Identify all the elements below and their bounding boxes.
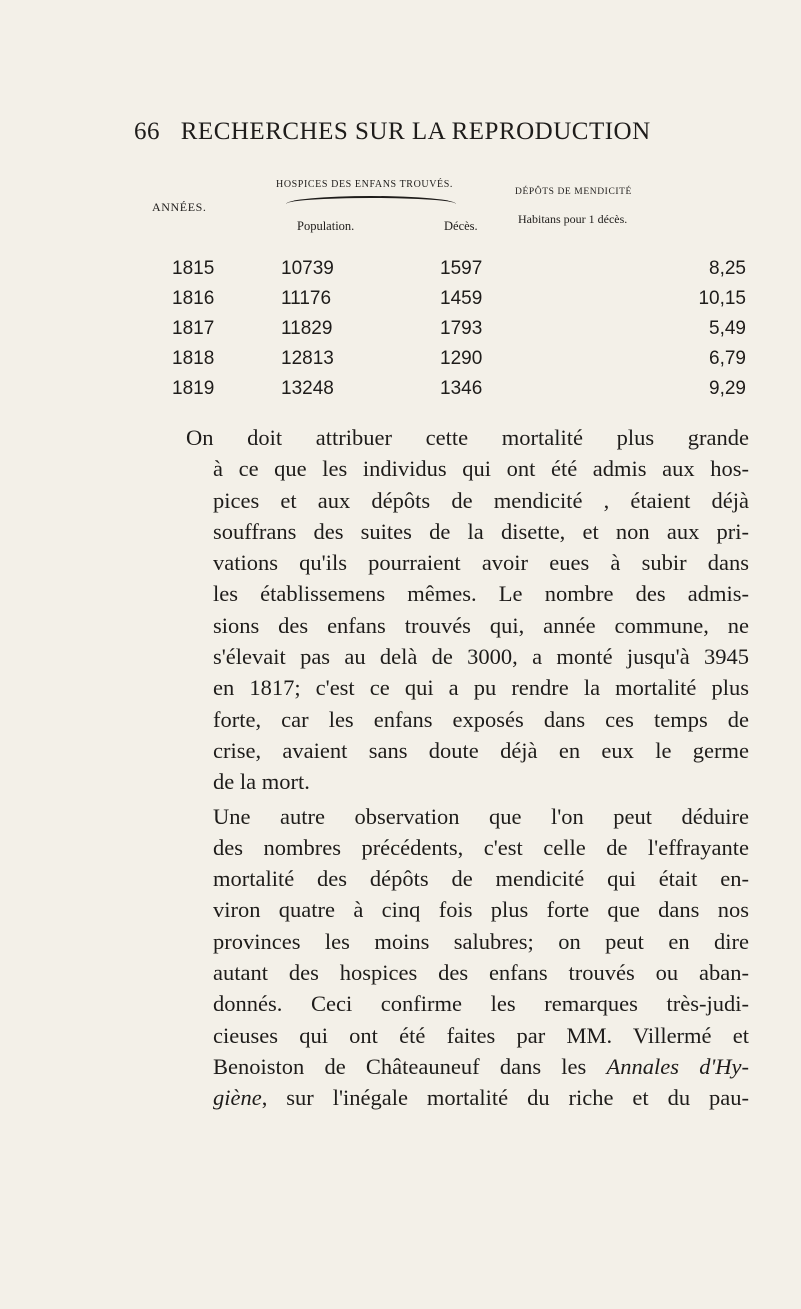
text-line: souffrans des suites de la disette, et non aux pri-: [213, 518, 749, 544]
group-brace: [286, 196, 456, 204]
text-line: de la mort.: [213, 769, 310, 795]
cell-habitans: 9,29: [709, 378, 746, 399]
cell-deces: 1346: [440, 378, 483, 399]
text-line: viron quatre à cinq fois plus forte que dans nos: [213, 897, 749, 923]
running-title: RECHERCHES SUR LA REPRODUCTION: [180, 118, 651, 145]
cell-year: 1819: [172, 378, 215, 399]
cell-population: 10739: [281, 258, 334, 279]
page-number: 66: [134, 118, 160, 145]
running-head: [134, 118, 651, 146]
cell-year: 1816: [172, 288, 215, 309]
table-row: [0, 348, 801, 378]
text-line: [186, 1082, 749, 1113]
col-header-population: Population.: [297, 219, 355, 233]
cell-habitans: 8,25: [709, 258, 746, 279]
text-line: vations qu'ils pourraient avoir eues à subir dans: [213, 550, 749, 576]
paragraph: [186, 422, 749, 798]
text-line: sions des enfans trouvés qui, année commune, ne: [213, 612, 749, 638]
journal-title-cont: giène: [213, 1085, 262, 1111]
text-line: On doit attribuer cette mortalité plus grande: [186, 425, 749, 450]
text-line: pices et aux dépôts de mendicité , étaient déjà: [213, 487, 749, 513]
text-line: autant des hospices des enfans trouvés ou aban-: [213, 960, 749, 986]
text-line: les établissemens mêmes. Le nombre des admis-: [213, 581, 749, 607]
text-line: mortalité des dépôts de mendicité qui était en-: [213, 866, 749, 892]
paragraph: [186, 801, 749, 1114]
cell-population: 13248: [281, 378, 334, 399]
text-line: [186, 1051, 749, 1082]
cell-habitans: 5,49: [709, 318, 746, 339]
table-row: [0, 378, 801, 408]
cell-year: 1815: [172, 258, 215, 279]
cell-deces: 1597: [440, 258, 483, 279]
col-header-annees: ANNÉES.: [152, 200, 207, 214]
cell-year: 1817: [172, 318, 215, 339]
cell-deces: 1793: [440, 318, 483, 339]
body-text: [186, 422, 749, 1114]
cell-year: 1818: [172, 348, 215, 369]
text-line: des nombres précédents, c'est celle de l'effrayante: [213, 834, 749, 860]
table-row: [0, 258, 801, 288]
cell-population: 11829: [281, 318, 333, 339]
cell-habitans: 6,79: [709, 348, 746, 369]
cell-population: 11176: [281, 288, 332, 309]
text-line: crise, avaient sans doute déjà en eux le germe: [213, 737, 749, 763]
text-line: cieuses qui ont été faites par MM. Villermé et: [213, 1022, 749, 1048]
cell-deces: 1459: [440, 288, 483, 309]
text-line: Une autre observation que l'on peut déduire: [213, 803, 749, 829]
col-header-deces: Décès.: [444, 219, 478, 233]
col-header-habitans: Habitans pour 1 décès.: [518, 212, 628, 226]
cell-deces: 1290: [440, 348, 483, 369]
text-line: à ce que les individus qui ont été admis aux hos-: [213, 456, 749, 482]
text-segment: , sur l'inégale mortalité du riche et du pau-: [261, 1085, 749, 1111]
group-header-hospices: HOSPICES DES ENFANS TROUVÉS.: [276, 179, 454, 190]
group-header-depots: DÉPÔTS DE MENDICITÉ: [515, 187, 632, 197]
text-segment: Benoiston de Châteauneuf dans les: [213, 1053, 607, 1079]
cell-population: 12813: [281, 348, 334, 369]
table-row: [0, 318, 801, 348]
table-row: [0, 288, 801, 318]
journal-title: Annales d'Hy-: [606, 1053, 749, 1079]
text-line: en 1817; c'est ce qui a pu rendre la mortalité plus: [213, 675, 749, 701]
cell-habitans: 10,15: [698, 288, 746, 309]
text-line: forte, car les enfans exposés dans ces temps de: [213, 706, 749, 732]
text-line: s'élevait pas au delà de 3000, a monté jusqu'à 3945: [213, 644, 749, 670]
text-line: provinces les moins salubres; on peut en dire: [213, 928, 749, 954]
text-line: donnés. Ceci confirme les remarques très-judi-: [213, 991, 749, 1017]
